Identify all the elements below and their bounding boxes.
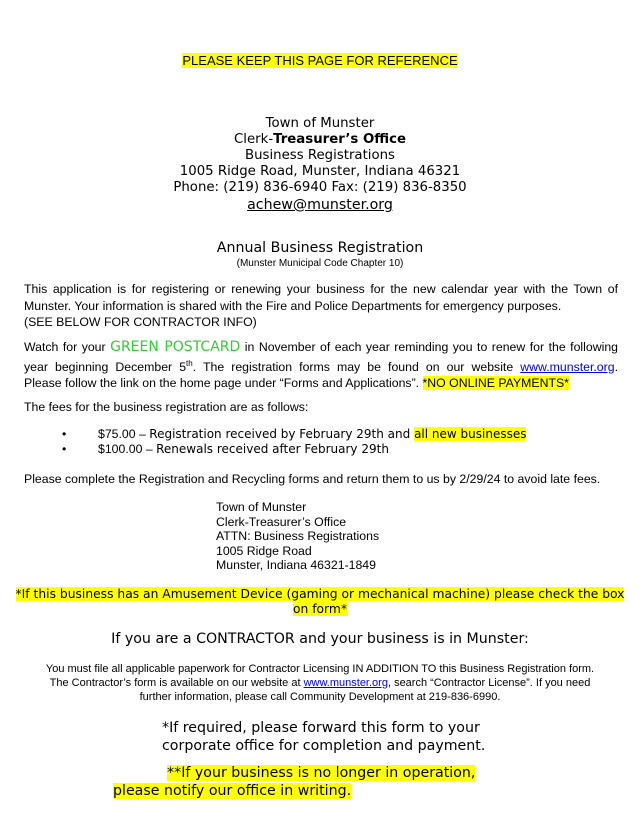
mailing-line: 1005 Ridge Road <box>216 544 312 558</box>
postcard-line-2: year beginning December 5th. The registration forms may be found on our website www.munster.org. <box>24 358 618 374</box>
intro-line-1: This application is for registering or renewing your business for the new calendar year with the Town of <box>24 282 618 296</box>
fees-list: • $75.00 – Registration received by February 29th and all new businesses • $100.00 – Renewals received after February 29th <box>62 427 527 456</box>
intro-line-3: (SEE BELOW FOR CONTRACTOR INFO) <box>24 315 257 329</box>
corporate-line-2: corporate office for completion and payment. <box>162 738 486 754</box>
postcard-line-3: Please follow the link on the home page under “Forms and Applications”. *NO ONLINE PAYMENTS* <box>24 376 569 391</box>
intro-line-2: Munster. Your information is shared with the Fire and Police Departments for emergency purposes. <box>24 298 562 313</box>
fees-intro: The fees for the business registration are as follows: <box>24 400 309 414</box>
green-postcard: GREEN POSTCARD <box>110 339 241 355</box>
office-header <box>0 116 640 213</box>
amusement-line-1: *If this business has an Amusement Device (gaming or mechanical machine) please check the box <box>15 587 625 601</box>
town-name: Town of Munster <box>265 116 375 131</box>
department-name: Business Registrations <box>245 148 395 163</box>
closing-line-2: please notify our office in writing. <box>113 783 352 799</box>
office-address: 1005 Ridge Road, Munster, Indiana 46321 <box>179 164 461 179</box>
banner-text: PLEASE KEEP THIS PAGE FOR REFERENCE <box>182 53 458 68</box>
office-email[interactable]: achew@munster.org <box>247 197 393 213</box>
corporate-note <box>162 719 485 755</box>
mailing-line: Town of Munster <box>216 500 307 514</box>
reference-banner <box>0 53 640 68</box>
complete-note: Please complete the Registration and Recycling forms and return them to us by 2/29/24 to avoid late fees. <box>24 472 601 486</box>
intro-paragraph <box>24 281 618 331</box>
amusement-note <box>0 587 640 617</box>
section-subtitle: (Munster Municipal Code Chapter 10) <box>236 258 404 269</box>
mailing-line: ATTN: Business Registrations <box>216 529 380 543</box>
corporate-line-1: *If required, please forward this form to your <box>162 720 480 736</box>
amusement-line-2: on form* <box>292 602 348 616</box>
office-email-wrap <box>0 197 640 213</box>
contractor-paragraph <box>0 662 640 704</box>
website-link[interactable]: www.munster.org <box>520 359 615 374</box>
closing-line-1: **If your business is no longer in operation, <box>167 765 476 781</box>
office-name: Clerk-Treasurer’s Office <box>234 132 406 147</box>
mailing-line: Munster, Indiana 46321-1849 <box>216 558 376 572</box>
contractor-line-1: You must file all applicable paperwork for Contractor Licensing IN ADDITION TO this Business Registration form. <box>45 663 595 675</box>
contractor-website-link[interactable]: www.munster.org <box>303 677 388 689</box>
no-online-payments: *NO ONLINE PAYMENTS* <box>422 376 569 391</box>
mailing-line: Clerk-Treasurer’s Office <box>216 515 347 529</box>
contractor-line-3: further information, please call Community Development at 219-836-6990. <box>139 691 501 703</box>
postcard-line-1: Watch for your GREEN POSTCARD in November of each year reminding you to renew for the following <box>24 339 618 355</box>
office-phone: Phone: (219) 836-6940 Fax: (219) 836-8350 <box>173 180 467 195</box>
section-title: Annual Business Registration <box>216 240 424 256</box>
contractor-line-2: The Contractor’s form is available on our website at www.munster.org, search “Contractor License”. If you need <box>49 677 591 689</box>
postcard-paragraph <box>24 339 618 392</box>
contractor-heading: If you are a CONTRACTOR and your business is in Munster: <box>111 631 529 647</box>
